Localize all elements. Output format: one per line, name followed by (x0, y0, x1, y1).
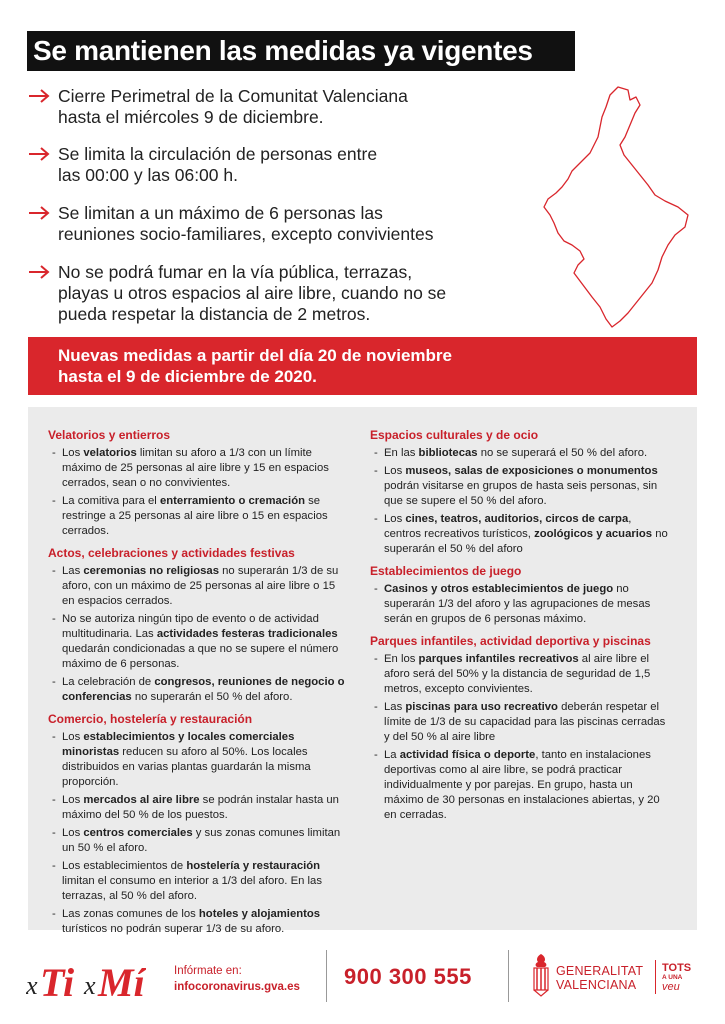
item-text: al aire libre el aforo será del 50% y la distancia de seguridad de 1,5 metros, excepto convivientes. (384, 653, 651, 695)
list-item (48, 859, 348, 904)
list-item (48, 907, 348, 937)
list-item (48, 446, 348, 491)
section-title: Velatorios y entierros (48, 428, 171, 442)
list-item (48, 494, 348, 539)
emphasis-text: bibliotecas (418, 447, 478, 459)
emphasis-text: actividad física o deporte (399, 749, 536, 761)
measure-item (28, 262, 446, 325)
item-text: Los establecimientos de (62, 860, 187, 872)
item-text: Los (62, 447, 84, 459)
list-item (370, 446, 670, 461)
divider (326, 950, 327, 1002)
list-item (370, 464, 670, 509)
item-text: limitan el consumo en interior a 1/3 del aforo. En las terrazas, al 50 % del aforo. (62, 875, 322, 902)
svg-text:x: x (84, 971, 96, 1000)
item-text: Las (62, 565, 84, 577)
emphasis-text: piscinas para uso recreativo (405, 701, 558, 713)
arrow-right-icon (28, 264, 50, 280)
item-text: En los (384, 653, 419, 665)
section-title: Establecimientos de juego (370, 564, 522, 578)
item-text: Los (384, 513, 406, 525)
tots-line-1: TOTS (662, 962, 692, 974)
item-text: no superarán el 50 % del aforo. (131, 691, 293, 703)
emphasis-text: mercados al aire libre (83, 794, 200, 806)
emphasis-text: velatorios (83, 447, 137, 459)
comunitat-valenciana-map-icon (540, 75, 700, 335)
measure-text: Cierre Perimetral de la Comunitat Valenciana hasta el miércoles 9 de diciembre. (58, 86, 408, 127)
section-title: Parques infantiles, actividad deportiva y piscinas (370, 634, 651, 648)
emphasis-text: zoológicos y acuarios (534, 528, 653, 540)
new-measures-banner: Nuevas medidas a partir del día 20 de noviembre hasta el 9 de diciembre de 2020. (28, 337, 697, 395)
item-text: se restringe a 25 personas al aire libre o 15 en espacios cerrados. (62, 495, 328, 537)
info-url-link[interactable]: infocoronavirus.gva.es (174, 981, 300, 993)
info-label: Infórmate en: (174, 965, 242, 977)
arrow-right-icon (28, 88, 50, 104)
list-item (48, 564, 348, 609)
measure-text: Se limitan a un máximo de 6 personas las reuniones socio-familiares, excepto convivientes (58, 203, 434, 244)
measures-panel (28, 407, 697, 935)
info-block (174, 963, 300, 995)
item-text: No se autoriza ningún tipo de evento o de actividad multitudinaria. Las (62, 613, 319, 640)
measures-column-left (48, 427, 348, 943)
item-text: En las (384, 447, 419, 459)
item-text: no superarán 1/3 de su aforo, con un máximo de 25 personas al aire libre o 15 en espacios cerrados. (62, 565, 339, 607)
item-text: turísticos no podrán superar 1/3 de su aforo. (62, 923, 285, 935)
item-text: no superarán 1/3 del aforo y las agrupaciones de mesas serán en grupos de 6 personas máximo. (384, 583, 651, 625)
emphasis-text: enterramiento o cremación (159, 495, 305, 507)
measure-item (28, 86, 408, 128)
emphasis-text: congresos, reuniones de negocio o conferencias (62, 676, 345, 703)
measure-text: No se podrá fumar en la vía pública, terrazas, playas u otros espacios al aire libre, cuando no se pueda respetar la distancia de 2 metros. (58, 262, 447, 324)
item-text: limitan su aforo a 1/3 con un límite máximo de 25 personas al aire libre y 15 en espacios cerrados, sean o no convivientes. (62, 447, 329, 489)
arrow-right-icon (28, 205, 50, 221)
emphasis-text: cines, teatros, auditorios, circos de carpa (405, 513, 629, 525)
measures-column-right (370, 427, 670, 829)
generalitat-name: GENERALITAT VALENCIANA (556, 964, 644, 992)
item-text: Los (62, 731, 84, 743)
list-item (370, 582, 670, 627)
generalitat-emblem-icon (530, 952, 552, 998)
item-text: Las zonas comunes de los (62, 908, 199, 920)
emphasis-text: hostelería y restauración (186, 860, 321, 872)
item-text: deberán respetar el límite de 1/3 de su capacidad para las piscinas cerradas y del 50 % al aire libre (384, 701, 666, 743)
divider (655, 960, 656, 994)
tots-a-una-veu-logo (662, 962, 702, 993)
measure-section (48, 711, 348, 937)
item-text: , centros recreativos turísticos, (384, 513, 632, 540)
svg-text:Mí: Mí (98, 960, 145, 1004)
divider (508, 950, 509, 1002)
item-text: podrán visitarse en grupos de hasta seis personas, sin que se supere el 50 % del aforo. (384, 480, 658, 507)
emphasis-text: Casinos y otros establecimientos de juego (384, 583, 614, 595)
item-text: no se superará el 50 % del aforo. (477, 447, 648, 459)
section-title: Actos, celebraciones y actividades festivas (48, 546, 295, 560)
item-text: Los (384, 465, 406, 477)
measure-section (370, 563, 670, 627)
list-item (48, 612, 348, 672)
item-text: , tanto en instalaciones deportivas como al aire libre, se podrá practicar individualmente y por parejas. En grupo, hasta un máximo de 30 personas en instalaciones abiertas, y 20 en cerradas. (384, 749, 660, 821)
item-text: La (384, 749, 400, 761)
measure-section (370, 633, 670, 823)
item-text: no superarán el 50 % del aforo (384, 528, 668, 555)
item-text: Las (384, 701, 406, 713)
list-item (370, 748, 670, 823)
arrow-right-icon (28, 146, 50, 162)
phone-number[interactable]: 900 300 555 (344, 964, 472, 989)
page-title: Se mantienen las medidas ya vigentes (27, 31, 575, 71)
item-text: Los (62, 827, 84, 839)
emphasis-text: hoteles y alojamientos (198, 908, 321, 920)
list-item (48, 793, 348, 823)
svg-text:Ti: Ti (40, 960, 75, 1004)
list-item (48, 826, 348, 856)
list-item (48, 730, 348, 790)
list-item (370, 700, 670, 745)
emphasis-text: actividades festeras tradicionales (156, 628, 338, 640)
item-text: Los (62, 794, 84, 806)
section-title: Comercio, hostelería y restauración (48, 712, 253, 726)
item-text: reducen su aforo al 50%. Los locales distribuidos en varias plantas guardarán la misma proporción. (62, 746, 311, 788)
item-text: se podrán instalar hasta un máximo del 50 % de los puestos. (62, 794, 339, 821)
measure-section (370, 427, 670, 557)
measure-section (48, 545, 348, 705)
item-text: quedarán condicionadas a que no se supere el número máximo de 6 personas. (62, 643, 339, 670)
emphasis-text: centros comerciales (83, 827, 193, 839)
xtixmi-logo (26, 958, 146, 1004)
emphasis-text: parques infantiles recreativos (418, 653, 579, 665)
tots-line-3: veu (662, 981, 680, 993)
section-title: Espacios culturales y de ocio (370, 428, 539, 442)
list-item (370, 512, 670, 557)
emphasis-text: ceremonias no religiosas (83, 565, 219, 577)
item-text: La comitiva para el (62, 495, 160, 507)
svg-text:x: x (26, 971, 38, 1000)
item-text: y sus zonas comunes limitan un 50 % el aforo. (62, 827, 341, 854)
item-text: La celebración de (62, 676, 155, 688)
measure-item (28, 203, 433, 245)
list-item (48, 675, 348, 705)
measure-item (28, 144, 377, 186)
emphasis-text: establecimientos y locales comerciales minoristas (62, 731, 295, 758)
list-item (370, 652, 670, 697)
measure-section (48, 427, 348, 539)
measure-text: Se limita la circulación de personas entre las 00:00 y las 06:00 h. (58, 144, 378, 185)
emphasis-text: museos, salas de exposiciones o monumentos (405, 465, 658, 477)
tots-line-2: A UNA (662, 974, 683, 981)
